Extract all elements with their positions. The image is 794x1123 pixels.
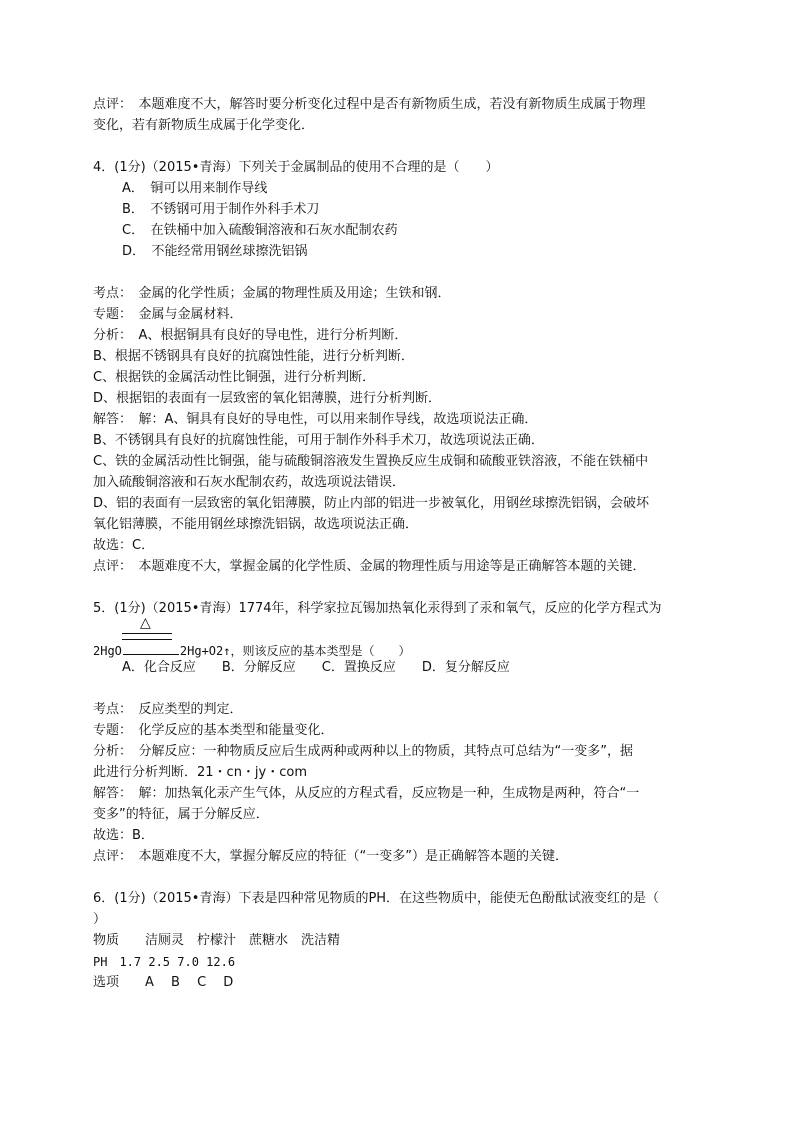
q4-option-d: D． 不能经常用钢丝球擦洗铝锅 [122,244,308,259]
equation-product: 2Hg+O2↑，则该反应的基本类型是（ ） [179,644,411,658]
q4-analysis-line: 考点： 金属的化学性质；金属的物理性质及用途；生铁和钢． [93,286,451,301]
q4-analysis-line: B、不锈钢具有良好的抗腐蚀性能，可用于制作外科手术刀，故选项说法正确． [93,433,544,448]
q6-table-row-ph: PH 1.7 2.5 7.0 12.6 [93,955,236,969]
q4-analysis-line: 故选：C． [93,538,155,553]
q5-analysis-line: 分析： 分解反应：一种物质反应后生成两种或两种以上的物质，其特点可总结为“一变多”，据 [93,744,633,759]
q4-analysis-line: D、根据铝的表面有一层致密的氧化铝薄膜，进行分析判断． [93,391,442,406]
q4-analysis-line: 氧化铝薄膜，不能用钢丝球擦洗铝锅，故选项说法正确． [93,517,419,532]
q4-analysis-line: C、铁的金属活动性比铜强，能与硫酸铜溶液发生置换反应生成铜和硫酸亚铁溶液，不能在铁桶中 [93,454,649,469]
q3-comment-line-2: 变化，若有新物质生成属于化学变化． [93,118,315,133]
equation-arrow-line [123,642,179,655]
q5-analysis-line: 点评： 本题难度不大，掌握分解反应的特征（“一变多”）是正确解答本题的关键． [93,849,568,864]
q5-analysis-line: 此进行分析判断．21・cn・jy・com [93,765,307,780]
q4-analysis-line: C、根据铁的金属活动性比铜强，进行分析判断． [93,370,376,385]
q4-analysis-line: 点评： 本题难度不大，掌握金属的化学性质、金属的物理性质与用途等是正确解答本题的关键． [93,559,646,574]
equals-double-bar [122,633,172,640]
q4-stem: 4．(1分)（2015•青海）下列关于金属制品的使用不合理的是（ ） [93,160,499,175]
q6-stem-line-1: 6．(1分)（2015•青海）下表是四种常见物质的PH．在这些物质中，能使无色酚酞试液变红的是（ [93,891,660,906]
q6-stem-line-2: ） [93,912,107,927]
q5-analysis-line: 专题： 化学反应的基本类型和能量变化． [93,723,334,738]
q5-options: A．化合反应 B．分解反应 C．置换反应 D．复分解反应 [122,660,510,675]
q4-analysis-line: 加入硫酸铜溶液和石灰水配制农药，故选项说法错误． [93,475,406,490]
q4-analysis-line: B、根据不锈钢具有良好的抗腐蚀性能，进行分析判断． [93,349,414,364]
q6-table-row-option: 选项 A B C D [93,975,234,990]
q5-analysis-line: 故选：B． [93,828,154,843]
q4-analysis-line: 分析： A、根据铜具有良好的导电性，进行分析判断． [93,328,408,343]
q4-analysis-line: 解答： 解：A、铜具有良好的导电性，可以用来制作导线，故选项说法正确． [93,412,538,427]
q5-analysis-line: 变多”的特征，属于分解反应． [93,807,269,822]
q4-option-b: B． 不锈钢可用于制作外科手术刀 [122,202,320,217]
q4-analysis-line: 专题： 金属与金属材料． [93,307,243,322]
q4-option-a: A． 铜可以用来制作导线 [122,181,268,196]
heating-condition-symbol: △ [140,615,151,631]
q5-analysis-line: 解答： 解：加热氧化汞产生气体，从反应的方程式看，反应物是一种，生成物是两种，符合“一 [93,786,640,801]
q4-analysis-line: D、铝的表面有一层致密的氧化铝薄膜，防止内部的铝进一步被氧化，用钢丝球擦洗铝锅，会破坏 [93,496,650,511]
q4-option-c: C． 在铁桶中加入硫酸铜溶液和石灰水配制农药 [122,223,398,238]
q6-table-row-substance: 物质 洁厕灵 柠檬汁 蔗糖水 洗洁精 [93,933,341,948]
equation-reactant: 2HgO [93,644,122,658]
q5-stem: 5．(1分)（2015•青海）1774年，科学家拉瓦锡加热氧化汞得到了汞和氧气，反应的化学方程式为 [93,601,662,616]
q3-comment-line-1: 点评： 本题难度不大，解答时要分析变化过程中是否有新物质生成，若没有新物质生成属于物理 [93,97,646,112]
q5-analysis-line: 考点： 反应类型的判定． [93,702,243,717]
